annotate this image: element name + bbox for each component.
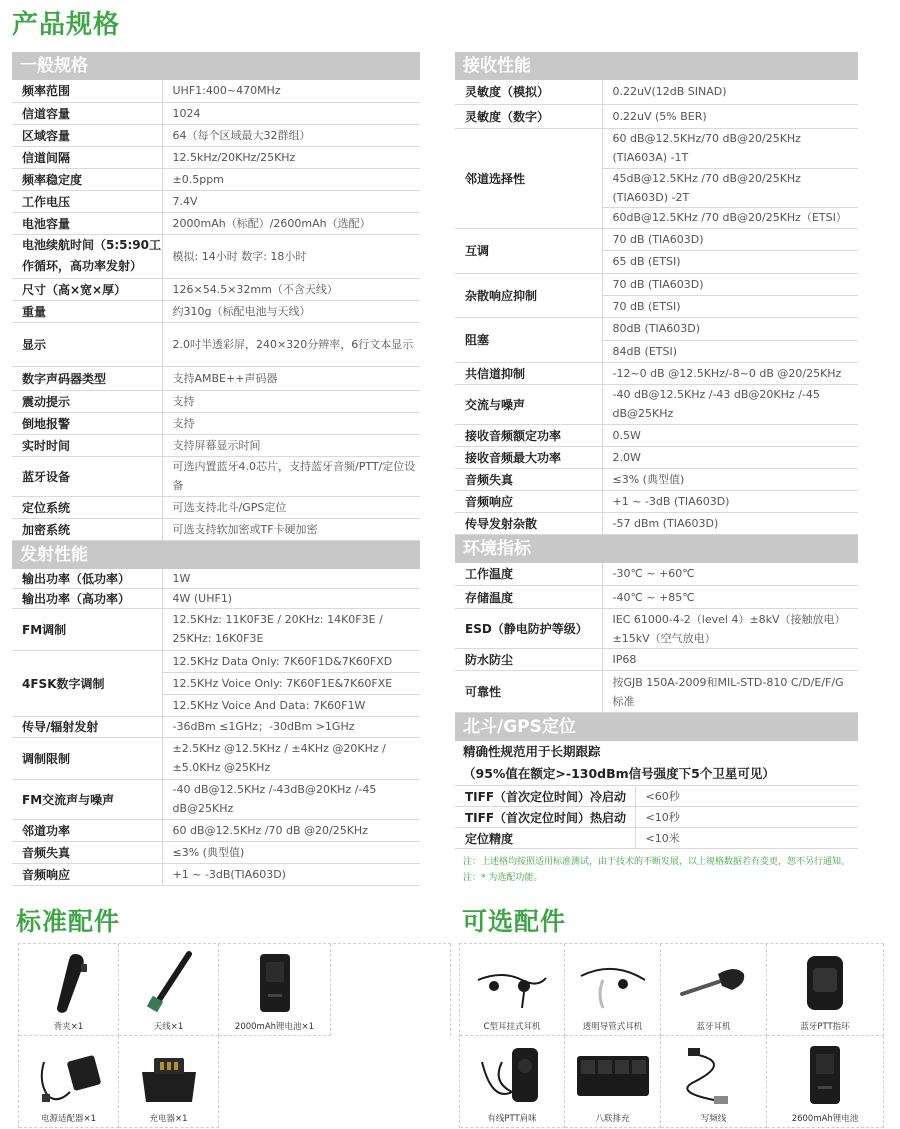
spec-key: 定位系统 (12, 496, 162, 518)
spec-value: 70 dB (ETSI) (602, 295, 858, 317)
accessory-label: 八联排充 (595, 1114, 630, 1124)
section-environment-heading: 环境指标 (455, 535, 858, 563)
spec-key: 传导/辐射发射 (12, 716, 162, 737)
accessory-item (19, 944, 119, 1036)
footnote-2: 注：* 为选配功能。 (463, 873, 543, 883)
spec-key: 音频失真 (12, 841, 162, 863)
spec-row (455, 128, 858, 168)
spec-value: -36dBm ≤1GHz；-30dBm >1GHz (162, 716, 420, 737)
standard-accessories-title: 标准配件 (16, 907, 121, 936)
multi-charger-icon (565, 1040, 660, 1110)
spec-value: 0.22uV (5% BER) (602, 104, 858, 128)
bluetooth-earpiece-icon (661, 948, 766, 1018)
right-column (455, 52, 858, 885)
spec-row (455, 317, 858, 340)
spec-row (455, 807, 858, 828)
spec-row (12, 456, 420, 496)
accessory-item (661, 944, 767, 1036)
gps-accuracy-line2: （95%值在额定>-130dBm信号强度下5个卫星可见） (463, 766, 775, 781)
spec-value: ±0.5ppm (162, 168, 420, 190)
spec-row (455, 649, 858, 671)
accessory-item (460, 1036, 565, 1128)
spec-row (12, 278, 420, 300)
spec-value: 支持 (162, 390, 420, 412)
spec-key: 尺寸（高×宽×厚） (12, 278, 162, 300)
spec-key: 邻道选择性 (455, 128, 602, 228)
accessory-item (119, 944, 219, 1036)
spec-row (12, 518, 420, 540)
accessory-item (460, 944, 565, 1036)
spec-value: 126×54.5×32mm（不含天线） (162, 278, 420, 300)
spec-key: TIFF（首次定位时间）热启动 (455, 807, 635, 828)
spec-row (12, 650, 420, 672)
spec-value: 2000mAh（标配）/2600mAh（选配） (162, 212, 420, 234)
section-gps-heading: 北斗/GPS定位 (455, 713, 858, 741)
spec-row (12, 168, 420, 190)
spec-key: 输出功率（低功率） (12, 569, 162, 589)
spec-value: 12.5kHz/20KHz/25KHz (162, 146, 420, 168)
spec-row (455, 446, 858, 468)
spec-row (12, 608, 420, 650)
accessory-label: 有线PTT肩咪 (487, 1114, 537, 1124)
section-general-heading: 一般规格 (12, 52, 420, 80)
spec-key: 工作温度 (455, 563, 602, 586)
spec-key: 实时时间 (12, 434, 162, 456)
spec-row (12, 569, 420, 589)
spec-value: 0.5W (602, 424, 858, 446)
accessory-label: 蓝牙PTT指环 (800, 1022, 850, 1032)
spec-key: 电池续航时间（5:5:90工作循环，高功率发射） (12, 234, 162, 278)
spec-key: 灵敏度（模拟） (455, 80, 602, 104)
left-column (12, 52, 420, 886)
spec-row (455, 228, 858, 250)
transmit-spec-table (12, 569, 420, 886)
accessory-label: 天线×1 (153, 1022, 184, 1032)
spec-value: 60 dB@12.5KHz /70 dB @20/25KHz (162, 819, 420, 841)
spec-value: <10米 (635, 828, 858, 849)
spec-value: 1W (162, 569, 420, 589)
accessory-label: 充电器×1 (149, 1114, 188, 1124)
spec-value: 45dB@12.5KHz /70 dB@20/25KHz (TIA603D) -2T (602, 168, 858, 207)
spec-value: 可选内置蓝牙4.0芯片，支持蓝牙音频/PTT/定位设备 (162, 456, 420, 496)
spec-row (455, 424, 858, 446)
spec-value: 约310g（标配电池与天线） (162, 300, 420, 322)
spec-value: <10秒 (635, 807, 858, 828)
spec-key: 显示 (12, 322, 162, 366)
spec-key: 定位精度 (455, 828, 635, 849)
spec-row (12, 779, 420, 819)
spec-key: 电池容量 (12, 212, 162, 234)
spec-row (455, 828, 858, 849)
spec-value: 按GJB 150A-2009和MIL-STD-810 C/D/E/F/G 标准 (602, 671, 858, 713)
accessory-item (767, 944, 884, 1036)
spec-row (455, 273, 858, 295)
spec-key: 震动提示 (12, 390, 162, 412)
speaker-mic-icon (460, 1040, 564, 1110)
spec-row (12, 716, 420, 737)
spec-key: 区域容量 (12, 124, 162, 146)
spec-key: 蓝牙设备 (12, 456, 162, 496)
spec-row (12, 190, 420, 212)
spec-value: 12.5KHz Voice And Data: 7K60F1W (162, 694, 420, 716)
spec-value: +1 ~ -3dB (TIA603D) (602, 490, 858, 512)
spec-value: -40℃ ~ +85℃ (602, 586, 858, 609)
spec-value: -40 dB@12.5KHz /-43dB@20KHz /-45 dB@25KHz (162, 779, 420, 819)
spec-value: +1 ~ -3dB(TIA603D) (162, 863, 420, 885)
spec-value: 70 dB (TIA603D) (602, 228, 858, 250)
spec-value: IP68 (602, 649, 858, 671)
accessory-item (19, 1036, 119, 1128)
spec-key: 音频响应 (12, 863, 162, 885)
antenna-icon (119, 948, 218, 1018)
spec-value: -12~0 dB @12.5KHz/-8~0 dB @20/25KHz (602, 362, 858, 384)
charger-icon (119, 1040, 218, 1110)
spec-row (12, 841, 420, 863)
page-title: 产品规格 (12, 10, 121, 40)
spec-key: 频率范围 (12, 80, 162, 102)
spec-row (12, 390, 420, 412)
spec-row (455, 468, 858, 490)
spec-key: 信道间隔 (12, 146, 162, 168)
accessory-item (119, 1036, 219, 1128)
spec-key: 防水防尘 (455, 649, 602, 671)
accessory-item (565, 1036, 661, 1128)
spec-key: 频率稳定度 (12, 168, 162, 190)
belt-clip-icon (19, 948, 118, 1018)
spec-key: 倒地报警 (12, 412, 162, 434)
spec-row (12, 863, 420, 885)
spec-value: 支持 (162, 412, 420, 434)
accessory-label: 2000mAh锂电池×1 (234, 1022, 315, 1032)
spec-row (455, 490, 858, 512)
spec-row (455, 609, 858, 649)
accessory-label: 背夹×1 (53, 1022, 84, 1032)
spec-row (455, 384, 858, 424)
accessory-label: 透明导管式耳机 (582, 1022, 643, 1032)
spec-row (455, 563, 858, 586)
spec-key: 音频失真 (455, 468, 602, 490)
gps-accuracy-line1: 精确性规范用于长期跟踪 (463, 744, 601, 759)
spec-value: 支持屏幕显示时间 (162, 434, 420, 456)
spec-row (455, 80, 858, 104)
spec-value: 2.0吋半透彩屏，240×320分辨率，6行文本显示 (162, 322, 420, 366)
c-type-earpiece-icon (460, 948, 564, 1018)
spec-row (12, 496, 420, 518)
spec-value: 可选支持软加密或TF卡硬加密 (162, 518, 420, 540)
spec-value: 84dB (ETSI) (602, 340, 858, 362)
spec-key: 阻塞 (455, 317, 602, 362)
spec-value: 60 dB@12.5KHz/70 dB@20/25KHz (TIA603A) -1T (602, 128, 858, 168)
spec-key: 信道容量 (12, 102, 162, 124)
accessory-empty (331, 944, 451, 1036)
spec-key: 音频响应 (455, 490, 602, 512)
spec-value: <60秒 (635, 786, 858, 807)
spec-value: 4W (UHF1) (162, 588, 420, 608)
spec-value: 60dB@12.5KHz /70 dB@20/25KHz（ETSI） (602, 207, 858, 228)
spec-key: 共信道抑制 (455, 362, 602, 384)
spec-key: 灵敏度（数字） (455, 104, 602, 128)
section-receive-heading: 接收性能 (455, 52, 858, 80)
spec-key: 可靠性 (455, 671, 602, 713)
spec-value: ≤3% (典型值) (602, 468, 858, 490)
optional-accessories-grid (459, 943, 884, 1128)
section-transmit-heading: 发射性能 (12, 541, 420, 569)
spec-row (455, 671, 858, 713)
bluetooth-ptt-icon (767, 948, 883, 1018)
spec-value: 65 dB (ETSI) (602, 250, 858, 273)
accessory-label: C型耳挂式耳机 (483, 1022, 541, 1032)
spec-row (12, 322, 420, 366)
power-adapter-icon (19, 1040, 118, 1110)
spec-value: 2.0W (602, 446, 858, 468)
general-spec-table (12, 80, 420, 541)
battery-2600-icon (767, 1040, 883, 1110)
spec-key: 输出功率（高功率） (12, 588, 162, 608)
spec-value: 12.5KHz: 11K0F3E / 20KHz: 14K0F3E / 25KHz: 16K0F3E (162, 608, 420, 650)
accessory-label: 2600mAh锂电池 (791, 1114, 859, 1124)
spec-row (12, 80, 420, 102)
acoustic-tube-earpiece-icon (565, 948, 660, 1018)
spec-row (12, 234, 420, 278)
spec-key: 工作电压 (12, 190, 162, 212)
spec-row (12, 737, 420, 779)
spec-row (12, 212, 420, 234)
accessory-item (565, 944, 661, 1036)
spec-row (12, 819, 420, 841)
battery-icon (219, 948, 330, 1018)
spec-key: 调制限制 (12, 737, 162, 779)
spec-value: UHF1:400~470MHz (162, 80, 420, 102)
spec-row (12, 300, 420, 322)
spec-key: 重量 (12, 300, 162, 322)
spec-value: ±2.5KHz @12.5KHz / ±4KHz @20KHz / ±5.0KHz @25KHz (162, 737, 420, 779)
spec-key: 互调 (455, 228, 602, 273)
spec-value: 70 dB (TIA603D) (602, 273, 858, 295)
spec-key: FM调制 (12, 608, 162, 650)
spec-key: 4FSK数字调制 (12, 650, 162, 716)
standard-accessories-grid (18, 943, 451, 1128)
spec-value: 1024 (162, 102, 420, 124)
spec-key: ESD（静电防护等级） (455, 609, 602, 649)
spec-key: 加密系统 (12, 518, 162, 540)
spec-key: 邻道功率 (12, 819, 162, 841)
spec-value: 支持AMBE++声码器 (162, 366, 420, 390)
accessory-item (767, 1036, 884, 1128)
spec-key: 存储温度 (455, 586, 602, 609)
spec-value: ≤3% (典型值) (162, 841, 420, 863)
spec-row (455, 362, 858, 384)
spec-value: -40 dB@12.5KHz /-43 dB@20KHz /-45 dB@25KHz (602, 384, 858, 424)
spec-value: 80dB (TIA603D) (602, 317, 858, 340)
spec-value: 12.5KHz Voice Only: 7K60F1E&7K60FXE (162, 672, 420, 694)
receive-spec-table (455, 80, 858, 535)
environment-spec-table (455, 563, 858, 714)
accessory-label: 写频线 (700, 1114, 727, 1124)
accessory-item (661, 1036, 767, 1128)
spec-row (455, 586, 858, 609)
footnote-1: 注：上述格均按照适用标准测试，由于技术的不断发展，以上规格数据若有变更，恕不另行通知。 (463, 857, 851, 867)
spec-value: 7.4V (162, 190, 420, 212)
spec-value: 64（每个区域最大32群组） (162, 124, 420, 146)
spec-key: 杂散响应抑制 (455, 273, 602, 317)
spec-key: TIFF（首次定位时间）冷启动 (455, 786, 635, 807)
programming-cable-icon (661, 1040, 766, 1110)
spec-row (455, 786, 858, 807)
spec-key: 接收音频最大功率 (455, 446, 602, 468)
spec-key: 接收音频额定功率 (455, 424, 602, 446)
spec-value: 可选支持北斗/GPS定位 (162, 496, 420, 518)
accessory-label: 电源适配器×1 (40, 1114, 97, 1124)
spec-row (12, 146, 420, 168)
spec-row (12, 124, 420, 146)
spec-value: 0.22uV(12dB SINAD) (602, 80, 858, 104)
spec-row (455, 512, 858, 534)
spec-value: -57 dBm (TIA603D) (602, 512, 858, 534)
spec-row (12, 412, 420, 434)
spec-row (12, 366, 420, 390)
spec-value: IEC 61000-4-2（level 4）±8kV（接触放电）±15kV（空气放电） (602, 609, 858, 649)
accessory-item (219, 944, 331, 1036)
accessory-label: 蓝牙耳机 (696, 1022, 731, 1032)
spec-row (12, 588, 420, 608)
spec-row (455, 104, 858, 128)
spec-key: 交流与噪声 (455, 384, 602, 424)
spec-value: 12.5KHz Data Only: 7K60F1D&7K60FXD (162, 650, 420, 672)
spec-key: FM交流声与噪声 (12, 779, 162, 819)
spec-key: 数字声码器类型 (12, 366, 162, 390)
spec-row (12, 102, 420, 124)
spec-value: -30℃ ~ +60℃ (602, 563, 858, 586)
optional-accessories-title: 可选配件 (462, 907, 567, 936)
spec-key: 传导发射杂散 (455, 512, 602, 534)
spec-value: 模拟: 14小时 数字: 18小时 (162, 234, 420, 278)
spec-row (12, 434, 420, 456)
gps-spec-table (455, 785, 858, 849)
